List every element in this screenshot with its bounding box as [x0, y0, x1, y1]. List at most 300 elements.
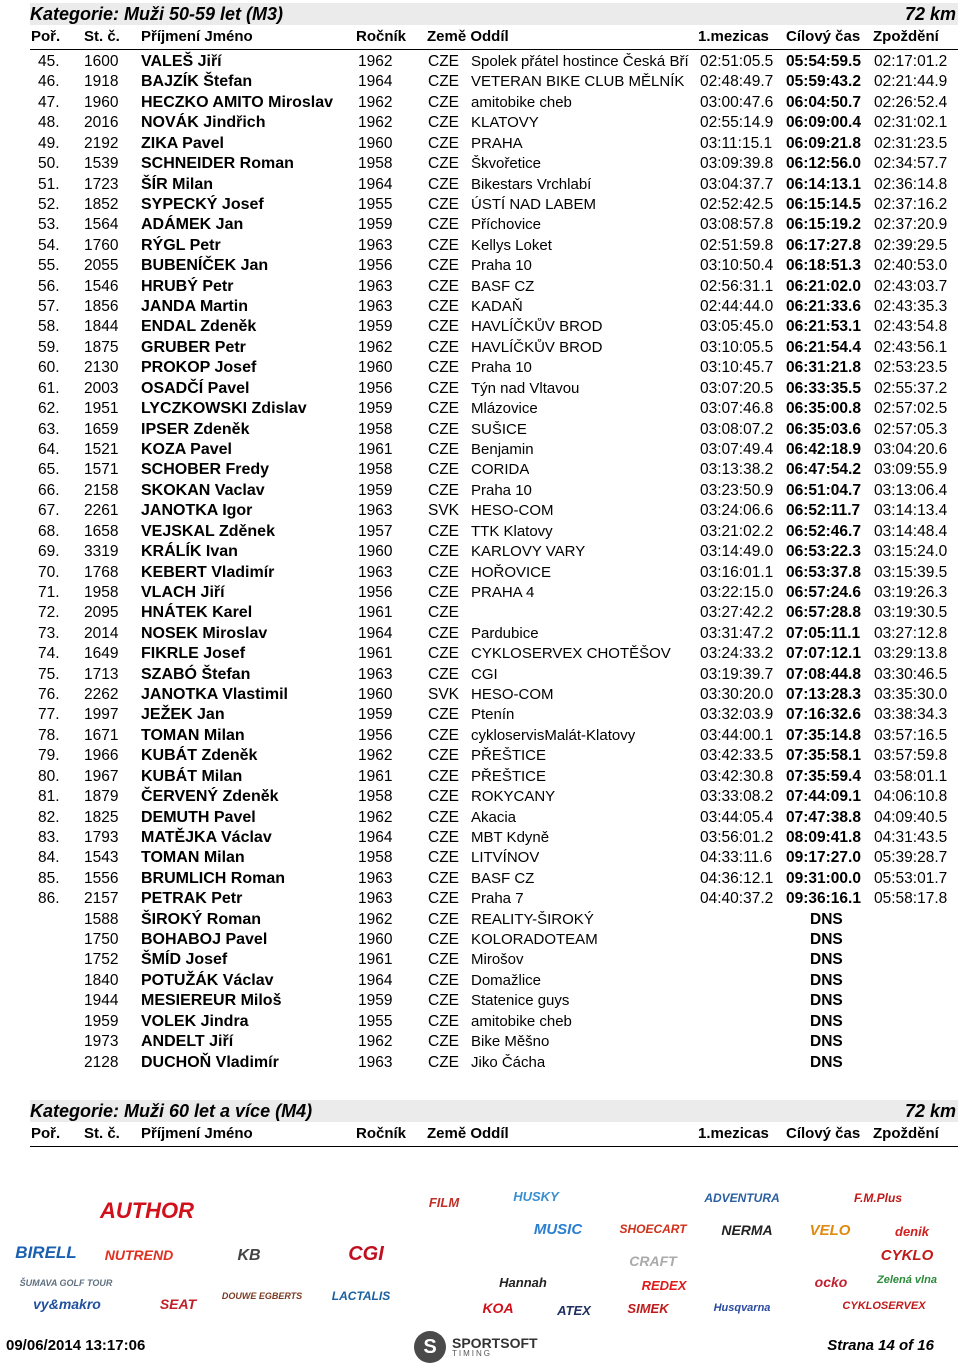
row-delay: 03:58:01.1 — [874, 767, 948, 785]
row-club: PRAHA — [471, 134, 523, 152]
row-club: Mlázovice — [471, 400, 538, 418]
row-year: 1959 — [358, 318, 393, 336]
row-club: ÚSTÍ NAD LABEM — [471, 195, 597, 213]
row-status: DNS — [810, 910, 843, 928]
row-start-number: 1967 — [84, 767, 119, 785]
row-year: 1962 — [358, 808, 393, 826]
row-delay: 02:57:02.5 — [874, 400, 948, 418]
row-finish-time: 06:12:56.0 — [786, 155, 861, 173]
row-delay: 03:14:48.4 — [874, 522, 948, 540]
row-club: HAVLÍČKŮV BROD — [471, 318, 603, 336]
table-row — [0, 278, 960, 298]
row-club: Praha 10 — [471, 359, 532, 377]
row-name: NOVÁK Jindřich — [141, 114, 266, 132]
table-row-dns — [0, 1054, 960, 1074]
row-country: CZE — [428, 971, 459, 989]
row-finish-time: 06:14:13.1 — [786, 175, 861, 193]
print-timestamp: 09/06/2014 13:17:06 — [6, 1337, 146, 1354]
row-start-number: 1997 — [84, 706, 119, 724]
row-year: 1958 — [358, 155, 393, 173]
row-split-time: 03:31:47.2 — [700, 624, 774, 642]
row-split-time: 03:10:05.5 — [700, 338, 774, 356]
row-club: Bike Měšno — [471, 1033, 550, 1051]
row-country: CZE — [428, 216, 459, 234]
row-year: 1956 — [358, 726, 393, 744]
row-year: 1961 — [358, 645, 393, 663]
row-delay: 02:43:03.7 — [874, 277, 948, 295]
row-year: 1960 — [358, 931, 393, 949]
row-finish-time: 06:09:21.8 — [786, 134, 861, 152]
row-split-time: 03:44:00.1 — [700, 726, 774, 744]
row-year: 1962 — [358, 1033, 393, 1051]
row-country: CZE — [428, 318, 459, 336]
row-finish-time: 07:44:09.1 — [786, 788, 861, 806]
row-name: HECZKO AMITO Miroslav — [141, 93, 334, 111]
row-position: 50. — [38, 155, 60, 173]
row-delay: 02:21:44.9 — [874, 73, 948, 91]
row-year: 1964 — [358, 73, 393, 91]
row-split-time: 03:04:37.7 — [700, 175, 774, 193]
sponsor-logo: ŠUMAVA GOLF TOUR — [19, 1278, 113, 1288]
row-year: 1959 — [358, 481, 393, 499]
sponsor-logo: KB — [237, 1247, 261, 1264]
row-year: 1961 — [358, 440, 393, 458]
row-club: PŘEŠTICE — [471, 767, 547, 785]
row-club: Praha 7 — [471, 890, 524, 908]
row-status: DNS — [810, 951, 843, 969]
table-row — [0, 523, 960, 543]
row-start-number: 1649 — [84, 645, 119, 663]
row-club: CGI — [471, 665, 498, 683]
row-year: 1959 — [358, 706, 393, 724]
table-row — [0, 645, 960, 665]
row-split-time: 02:44:44.0 — [700, 298, 774, 316]
row-start-number: 1760 — [84, 236, 119, 254]
row-start-number: 1546 — [84, 277, 119, 295]
row-country: CZE — [428, 155, 459, 173]
row-position: 77. — [38, 706, 60, 724]
row-name: SKOKAN Vaclav — [141, 481, 265, 499]
row-name: IPSER Zdeněk — [141, 420, 250, 438]
row-delay: 03:57:16.5 — [874, 726, 948, 744]
sponsor-logo: REDEX — [641, 1277, 687, 1293]
col-split: 1.mezicas — [698, 1125, 769, 1142]
category-distance: 72 km — [904, 4, 956, 24]
row-split-time: 03:14:49.0 — [700, 543, 774, 561]
row-split-time: 03:05:45.0 — [700, 318, 774, 336]
row-name: DUCHOŇ Vladimír — [141, 1053, 279, 1071]
table-row — [0, 339, 960, 359]
sponsor-logo: Zelená vlna — [877, 1274, 937, 1286]
row-name: ŠMÍD Josef — [141, 951, 228, 969]
table-row — [0, 584, 960, 604]
row-year: 1963 — [358, 277, 393, 295]
row-split-time: 03:00:47.6 — [700, 93, 774, 111]
sponsor-logo: Husqvarna — [713, 1302, 771, 1314]
col-pos: Poř. — [31, 28, 61, 45]
row-delay: 05:39:28.7 — [874, 849, 948, 867]
row-position: 65. — [38, 461, 60, 479]
column-headers-2 — [0, 1125, 960, 1143]
row-country: CZE — [428, 338, 459, 356]
row-split-time: 02:52:42.5 — [700, 195, 774, 213]
row-country: CZE — [428, 808, 459, 826]
row-year: 1962 — [358, 747, 393, 765]
row-year: 1961 — [358, 951, 393, 969]
row-start-number: 1973 — [84, 1033, 119, 1051]
row-start-number: 1875 — [84, 338, 119, 356]
row-finish-time: 09:31:00.0 — [786, 869, 861, 887]
row-split-time: 02:48:49.7 — [700, 73, 774, 91]
table-row — [0, 502, 960, 522]
sponsor-logo: NERMA — [721, 1222, 773, 1238]
row-country: CZE — [428, 195, 459, 213]
row-start-number: 1543 — [84, 849, 119, 867]
row-start-number: 2157 — [84, 890, 119, 908]
row-start-number: 1852 — [84, 195, 119, 213]
row-delay: 02:34:57.7 — [874, 155, 948, 173]
row-club: amitobike cheb — [471, 1012, 572, 1030]
row-delay: 03:19:26.3 — [874, 583, 948, 601]
sponsor-logo: NUTREND — [104, 1247, 174, 1263]
row-year: 1955 — [358, 195, 393, 213]
row-country: CZE — [428, 624, 459, 642]
row-position: 56. — [38, 277, 60, 295]
row-position: 68. — [38, 522, 60, 540]
sponsor-logo: VELO — [809, 1221, 851, 1239]
row-year: 1963 — [358, 502, 393, 520]
row-position: 47. — [38, 93, 60, 111]
row-club: Spolek přátel hostince Česká Bří — [471, 53, 689, 70]
row-country: CZE — [428, 236, 459, 254]
sponsor-logo: CRAFT — [629, 1253, 677, 1269]
row-country: CZE — [428, 747, 459, 765]
row-finish-time: 06:52:11.7 — [786, 502, 861, 520]
col-delay: Zpoždění — [873, 1125, 939, 1142]
row-year: 1964 — [358, 175, 393, 193]
row-year: 1959 — [358, 992, 393, 1010]
row-name: VEJSKAL Zděnek — [141, 522, 275, 540]
row-name: KUBÁT Milan — [141, 767, 243, 785]
table-row — [0, 318, 960, 338]
sponsor-logo: F.M.Plus — [853, 1191, 902, 1205]
row-name: KOZA Pavel — [141, 440, 232, 458]
row-name: JANOTKA Vlastimil — [141, 686, 288, 704]
row-year: 1963 — [358, 563, 393, 581]
row-split-time: 03:42:30.8 — [700, 767, 774, 785]
row-finish-time: 06:18:51.3 — [786, 257, 861, 275]
row-club: Týn nad Vltavou — [471, 379, 580, 397]
sponsor-logo: ATEX — [557, 1302, 591, 1318]
table-row — [0, 380, 960, 400]
row-position: 75. — [38, 665, 60, 683]
row-club: PRAHA 4 — [471, 583, 535, 601]
row-split-time: 03:21:02.2 — [700, 522, 774, 540]
row-year: 1960 — [358, 359, 393, 377]
row-club: Pardubice — [471, 624, 539, 642]
row-country: CZE — [428, 951, 459, 969]
row-position: 48. — [38, 114, 60, 132]
row-country: CZE — [428, 726, 459, 744]
sponsor-logo: CYKLOSERVEX — [842, 1300, 926, 1312]
row-club: CYKLOSERVEX CHOTĚŠOV — [471, 645, 671, 663]
row-name: BOHABOJ Pavel — [141, 931, 268, 949]
row-start-number: 1571 — [84, 461, 119, 479]
sponsor-logo: ocko — [814, 1274, 848, 1290]
row-club: Mirošov — [471, 951, 524, 969]
row-club: SUŠICE — [471, 420, 527, 438]
table-row — [0, 196, 960, 216]
row-club: Benjamin — [471, 440, 534, 458]
row-name: JEŽEK Jan — [141, 706, 225, 724]
row-club: KADAŇ — [471, 298, 523, 316]
row-club: PŘEŠTICE — [471, 747, 547, 765]
row-name: KRÁLÍK Ivan — [141, 543, 238, 561]
row-club: CORIDA — [471, 461, 530, 479]
row-position: 45. — [38, 53, 60, 70]
row-finish-time: 06:21:54.4 — [786, 338, 861, 356]
sponsor-logo: SHOECART — [619, 1222, 687, 1236]
row-club: Škvořetice — [471, 155, 542, 173]
row-start-number: 2014 — [84, 624, 119, 642]
row-finish-time: 07:35:59.4 — [786, 767, 861, 785]
row-year: 1964 — [358, 971, 393, 989]
sponsor-logo: denik — [895, 1223, 929, 1239]
sponsor-logo: DOUWE EGBERTS — [221, 1291, 303, 1301]
row-start-number: 1600 — [84, 53, 119, 70]
sponsor-logo: BIRELL — [15, 1243, 77, 1262]
col-name: Příjmení Jméno — [141, 28, 253, 45]
row-name: BUBENÍČEK Jan — [141, 257, 269, 275]
row-status: DNS — [810, 992, 843, 1010]
row-year: 1962 — [358, 53, 393, 70]
row-delay: 02:31:02.1 — [874, 114, 948, 132]
table-row — [0, 788, 960, 808]
table-row — [0, 706, 960, 726]
row-finish-time: 07:16:32.6 — [786, 706, 861, 724]
row-status: DNS — [810, 1033, 843, 1051]
row-country: CZE — [428, 400, 459, 418]
col-year: Ročník — [356, 28, 407, 45]
row-start-number: 1564 — [84, 216, 119, 234]
row-year: 1958 — [358, 420, 393, 438]
row-country: CZE — [428, 175, 459, 193]
row-year: 1962 — [358, 114, 393, 132]
row-country: CZE — [428, 93, 459, 111]
row-name: ZIKA Pavel — [141, 134, 224, 152]
row-start-number: 1959 — [84, 1012, 119, 1030]
row-split-time: 03:44:05.4 — [700, 808, 774, 826]
sponsor-logo: vy&makro — [33, 1296, 101, 1312]
row-finish-time: 07:35:14.8 — [786, 726, 861, 744]
row-finish-time: 06:51:04.7 — [786, 481, 861, 499]
row-finish-time: 07:08:44.8 — [786, 665, 861, 683]
row-year: 1963 — [358, 298, 393, 316]
row-position: 59. — [38, 338, 60, 356]
row-country: CZE — [428, 1033, 459, 1051]
row-year: 1963 — [358, 1053, 393, 1071]
row-split-time: 03:10:50.4 — [700, 257, 774, 275]
row-name: FIKRLE Josef — [141, 645, 246, 663]
row-position: 80. — [38, 767, 60, 785]
row-finish-time: 06:33:35.5 — [786, 379, 861, 397]
row-name: BRUMLICH Roman — [141, 869, 285, 887]
row-delay: 04:06:10.8 — [874, 788, 948, 806]
row-position: 76. — [38, 686, 60, 704]
row-country: CZE — [428, 890, 459, 908]
sportsoft-brand: SPORTSOFT — [452, 1335, 538, 1351]
row-position: 69. — [38, 543, 60, 561]
row-position: 58. — [38, 318, 60, 336]
row-delay: 03:19:30.5 — [874, 604, 948, 622]
row-split-time: 02:51:59.8 — [700, 236, 774, 254]
row-split-time: 03:27:42.2 — [700, 604, 774, 622]
row-name: TOMAN Milan — [141, 849, 245, 867]
row-finish-time: 06:57:28.8 — [786, 604, 861, 622]
row-delay: 02:17:01.2 — [874, 53, 948, 70]
table-row-dns — [0, 911, 960, 931]
row-start-number: 1750 — [84, 931, 119, 949]
row-split-time: 03:07:46.8 — [700, 400, 774, 418]
row-country: CZE — [428, 869, 459, 887]
row-position: 53. — [38, 216, 60, 234]
row-finish-time: 06:17:27.8 — [786, 236, 861, 254]
row-status: DNS — [810, 1012, 843, 1030]
row-delay: 03:14:13.4 — [874, 502, 948, 520]
row-country: CZE — [428, 910, 459, 928]
row-country: CZE — [428, 420, 459, 438]
table-row — [0, 298, 960, 318]
row-year: 1964 — [358, 624, 393, 642]
row-name: POTUŽÁK Václav — [141, 971, 274, 989]
table-row — [0, 686, 960, 706]
col-pos: Poř. — [31, 1125, 61, 1142]
row-club: BASF CZ — [471, 869, 535, 887]
row-split-time: 04:40:37.2 — [700, 890, 774, 908]
row-delay: 03:27:12.8 — [874, 624, 948, 642]
row-club: Praha 10 — [471, 481, 532, 499]
sponsor-logo: FILM — [428, 1194, 460, 1210]
row-position: 72. — [38, 604, 60, 622]
row-delay: 02:31:23.5 — [874, 134, 948, 152]
table-row — [0, 421, 960, 441]
row-name: NOSEK Miroslav — [141, 624, 268, 642]
row-finish-time: 06:09:00.4 — [786, 114, 861, 132]
row-club: KOLORADOTEAM — [471, 931, 598, 949]
row-finish-time: 07:05:11.1 — [786, 624, 861, 642]
row-country: SVK — [428, 502, 460, 520]
col-name: Příjmení Jméno — [141, 1125, 253, 1142]
table-row — [0, 727, 960, 747]
row-name: BAJZÍK Štefan — [141, 73, 253, 91]
sponsor-logo: SEAT — [159, 1296, 197, 1312]
row-name: ANDELT Jiří — [141, 1033, 234, 1051]
table-row-dns — [0, 1013, 960, 1033]
row-finish-time: 06:35:03.6 — [786, 420, 861, 438]
page-number: Strana 14 of 16 — [827, 1337, 934, 1354]
row-delay: 02:36:14.8 — [874, 175, 948, 193]
row-year: 1956 — [358, 583, 393, 601]
row-club: TTK Klatovy — [471, 522, 553, 540]
sportsoft-icon: S — [414, 1331, 446, 1363]
row-year: 1957 — [358, 522, 393, 540]
row-country: CZE — [428, 583, 459, 601]
table-row — [0, 73, 960, 93]
row-finish-time: 06:21:53.1 — [786, 318, 861, 336]
row-country: CZE — [428, 849, 459, 867]
row-finish-time: 06:47:54.2 — [786, 461, 861, 479]
row-country: CZE — [428, 257, 459, 275]
row-name: JANDA Martin — [141, 298, 248, 316]
row-club: Praha 10 — [471, 257, 532, 275]
row-split-time: 03:10:45.7 — [700, 359, 774, 377]
row-finish-time: 06:53:37.8 — [786, 563, 861, 581]
row-country: CZE — [428, 277, 459, 295]
row-year: 1964 — [358, 828, 393, 846]
row-country: CZE — [428, 788, 459, 806]
table-row-dns — [0, 951, 960, 971]
row-delay: 02:39:29.5 — [874, 236, 948, 254]
row-finish-time: 05:59:43.2 — [786, 73, 861, 91]
row-club: Domažlice — [471, 971, 542, 989]
sponsor-logo: Hannah — [499, 1274, 547, 1290]
row-delay: 02:40:53.0 — [874, 257, 948, 275]
row-start-number: 1840 — [84, 971, 119, 989]
table-row — [0, 155, 960, 175]
col-country-club: Země Oddíl — [427, 1125, 509, 1142]
row-name: SZABÓ Štefan — [141, 665, 251, 683]
col-finish: Cílový čas — [786, 1125, 861, 1142]
row-start-number: 2003 — [84, 379, 119, 397]
row-start-number: 1556 — [84, 869, 119, 887]
row-position: 63. — [38, 420, 60, 438]
sponsor-logo: AUTHOR — [99, 1198, 195, 1223]
table-row — [0, 94, 960, 114]
row-name: OSADČÍ Pavel — [141, 379, 250, 397]
row-club: KARLOVY VARY — [471, 543, 586, 561]
row-position: 66. — [38, 481, 60, 499]
table-row — [0, 768, 960, 788]
table-row — [0, 890, 960, 910]
row-name: JANOTKA Igor — [141, 502, 253, 520]
table-row — [0, 359, 960, 379]
row-country: CZE — [428, 665, 459, 683]
col-year: Ročník — [356, 1125, 407, 1142]
row-year: 1956 — [358, 257, 393, 275]
row-year: 1961 — [358, 604, 393, 622]
row-finish-time: 06:31:21.8 — [786, 359, 861, 377]
table-row — [0, 237, 960, 257]
row-split-time: 03:22:15.0 — [700, 583, 774, 601]
row-delay: 03:38:34.3 — [874, 706, 948, 724]
table-row — [0, 870, 960, 890]
row-finish-time: 06:35:00.8 — [786, 400, 861, 418]
row-year: 1959 — [358, 400, 393, 418]
row-country: CZE — [428, 767, 459, 785]
row-name: GRUBER Petr — [141, 338, 246, 356]
table-row — [0, 461, 960, 481]
row-split-time: 02:56:31.1 — [700, 277, 774, 295]
row-year: 1958 — [358, 461, 393, 479]
row-name: RÝGL Petr — [141, 236, 221, 254]
row-finish-time: 06:42:18.9 — [786, 440, 861, 458]
row-club: KLATOVY — [471, 114, 539, 132]
row-finish-time: 08:09:41.8 — [786, 828, 861, 846]
row-name: LYCZKOWSKI Zdislav — [141, 400, 307, 418]
row-start-number: 2128 — [84, 1053, 119, 1071]
row-year: 1958 — [358, 849, 393, 867]
row-start-number: 1844 — [84, 318, 119, 336]
